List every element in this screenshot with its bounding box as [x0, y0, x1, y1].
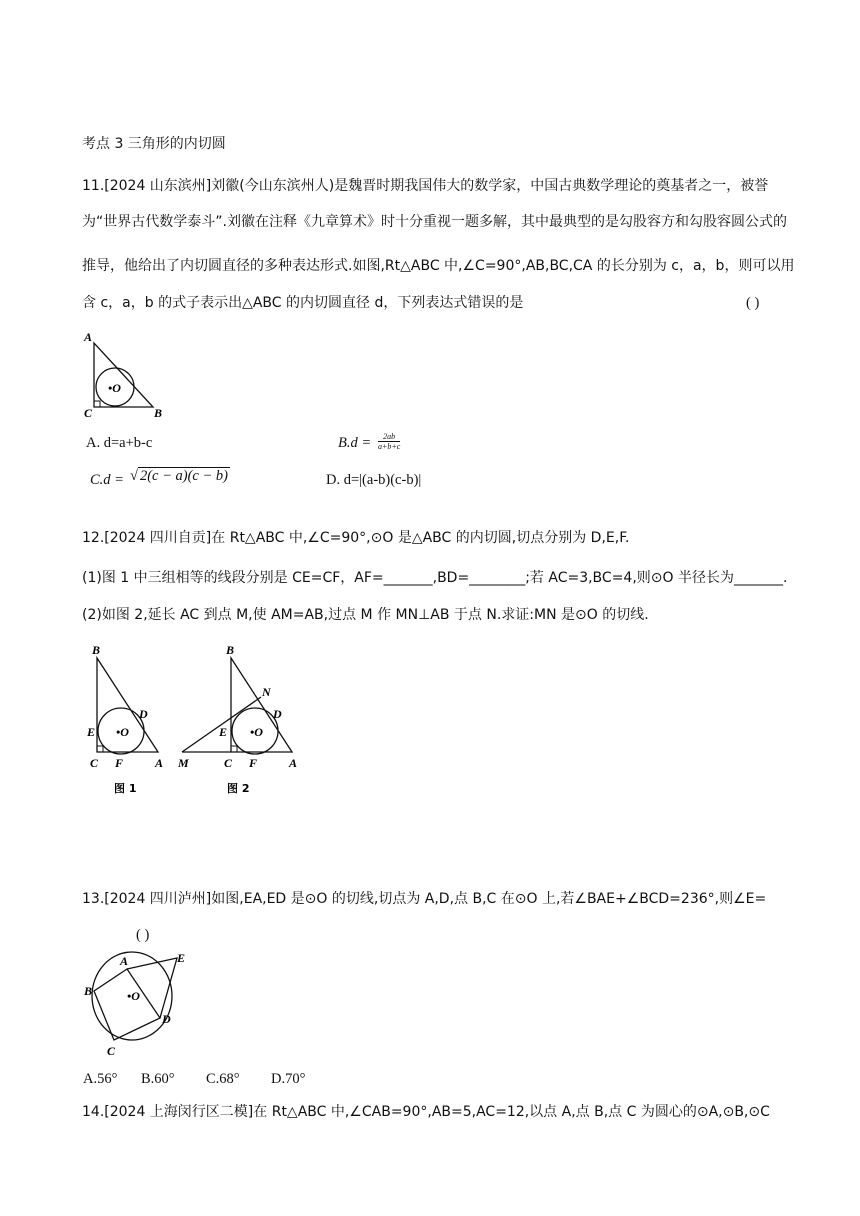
q13-label-c: C — [107, 1044, 116, 1058]
q13-label-e: E — [177, 951, 186, 965]
q13-option-d: D.70° — [271, 1071, 306, 1087]
q13-label-o: •O — [127, 989, 140, 1003]
fig2-label-n: N — [262, 685, 271, 699]
q11-option-b-denominator: a+b+c — [378, 442, 401, 451]
q11-option-d: D. d=|(a-b)(c-b)| — [326, 472, 422, 488]
fig1-label-b: B — [92, 643, 101, 657]
q11-line-2: 为“世界古代数学泰斗”.刘徽在注释《九章算术》时十分重视一题多解，其中最典型的是勾股容方和勾股容圆公式的 — [82, 214, 787, 230]
section-title: 考点 3 三角形的内切圆 — [82, 136, 226, 152]
q13-option-c: C.68° — [206, 1071, 240, 1087]
q11-line-1: 11.[2024 山东滨州]刘徽(今山东滨州人)是魏晋时期我国伟大的数学家，中国古典数学理论的奠基者之一，被誉 — [82, 178, 769, 194]
fig1-right-angle-mark — [97, 746, 103, 752]
fig2-right-angle-mark — [231, 746, 237, 752]
q13-label-a: A — [120, 954, 129, 968]
q11-option-c-prefix: C.d = — [90, 472, 124, 488]
q11-line-3: 推导，他给出了内切圆直径的多种表达形式.如图,Rt△ABC 中,∠C=90°,AB,BC,CA 的长分别为 c，a，b，则可以用 — [82, 258, 795, 274]
q13-tangent-lines — [127, 958, 177, 1018]
q12-line-3: (2)如图 2,延长 AC 到点 M,使 AM=AB,过点 M 作 MN⊥AB 于点 N.求证:MN 是⊙O 的切线. — [82, 607, 649, 623]
fig1-label-c: C — [90, 756, 99, 770]
q11-triangle-figure — [80, 325, 170, 420]
q13-quadrilateral — [94, 969, 160, 1040]
fig2-label-d: D — [273, 707, 282, 721]
q14-line-1: 14.[2024 上海闵行区二模]在 Rt△ABC 中,∠CAB=90°,AB=5,AC=12,以点 A,点 B,点 C 为圆心的⊙A,⊙B,⊙C — [82, 1104, 770, 1120]
q11-label-a: A — [84, 330, 93, 344]
fig1-caption: 图 1 — [114, 782, 137, 795]
q11-option-c-radicand: 2(c − a)(c − b) — [139, 468, 228, 484]
q11-label-b: B — [154, 406, 163, 420]
q11-option-a: A. d=a+b-c — [86, 435, 153, 451]
q13-line-1: 13.[2024 四川泸州]如图,EA,ED 是⊙O 的切线,切点为 A,D,点 B,C 在⊙O 上,若∠BAE+∠BCD=236°,则∠E= — [82, 891, 767, 907]
q13-option-b: B.60° — [141, 1071, 175, 1087]
fig2-caption: 图 2 — [227, 782, 250, 795]
fig1-label-f: F — [115, 756, 124, 770]
q11-label-o: •O — [108, 381, 121, 395]
q13-answer-bracket: ( ) — [136, 927, 150, 943]
q11-option-b-numerator: 2ab — [378, 432, 400, 442]
q13-label-d: D — [162, 1012, 171, 1026]
q11-triangle — [94, 343, 153, 407]
fig2-label-e: E — [219, 725, 228, 739]
fig1-label-d: D — [139, 707, 148, 721]
q12-line-2: (1)图 1 中三组相等的线段分别是 CE=CF，AF=_______,BD=________;若 AC=3,BC=4,则⊙O 半径长为_______. — [82, 570, 788, 586]
q11-option-c-sqrt: √ 2(c − a)(c − b) — [130, 468, 228, 484]
fig2-label-m: M — [178, 756, 189, 770]
fig2-label-c: C — [224, 756, 233, 770]
q11-line-4: 含 c，a，b 的式子表示出△ABC 的内切圆直径 d，下列表达式错误的是 — [82, 295, 524, 311]
q12-figure-1 — [80, 638, 180, 798]
fig1-label-e: E — [87, 725, 96, 739]
fig1-label-a: A — [155, 756, 164, 770]
fig2-label-b: B — [226, 643, 235, 657]
q11-option-b-fraction — [378, 432, 400, 451]
q11-right-angle-mark — [94, 401, 100, 407]
q11-option-b-prefix: B.d = — [338, 435, 372, 451]
q11-answer-bracket: ( ) — [746, 295, 760, 311]
q13-circle-figure — [80, 948, 200, 1063]
fig2-label-o: •O — [250, 725, 263, 739]
q11-label-c: C — [84, 406, 93, 420]
fig1-label-o: •O — [116, 725, 129, 739]
q13-option-a: A.56° — [83, 1071, 118, 1087]
q13-label-b: B — [84, 984, 93, 998]
fig2-label-a: A — [289, 756, 298, 770]
fig2-label-f: F — [249, 756, 258, 770]
q12-figure-2 — [172, 638, 312, 798]
q12-line-1: 12.[2024 四川自贡]在 Rt△ABC 中,∠C=90°,⊙O 是△ABC 的内切圆,切点分别为 D,E,F. — [82, 530, 630, 546]
